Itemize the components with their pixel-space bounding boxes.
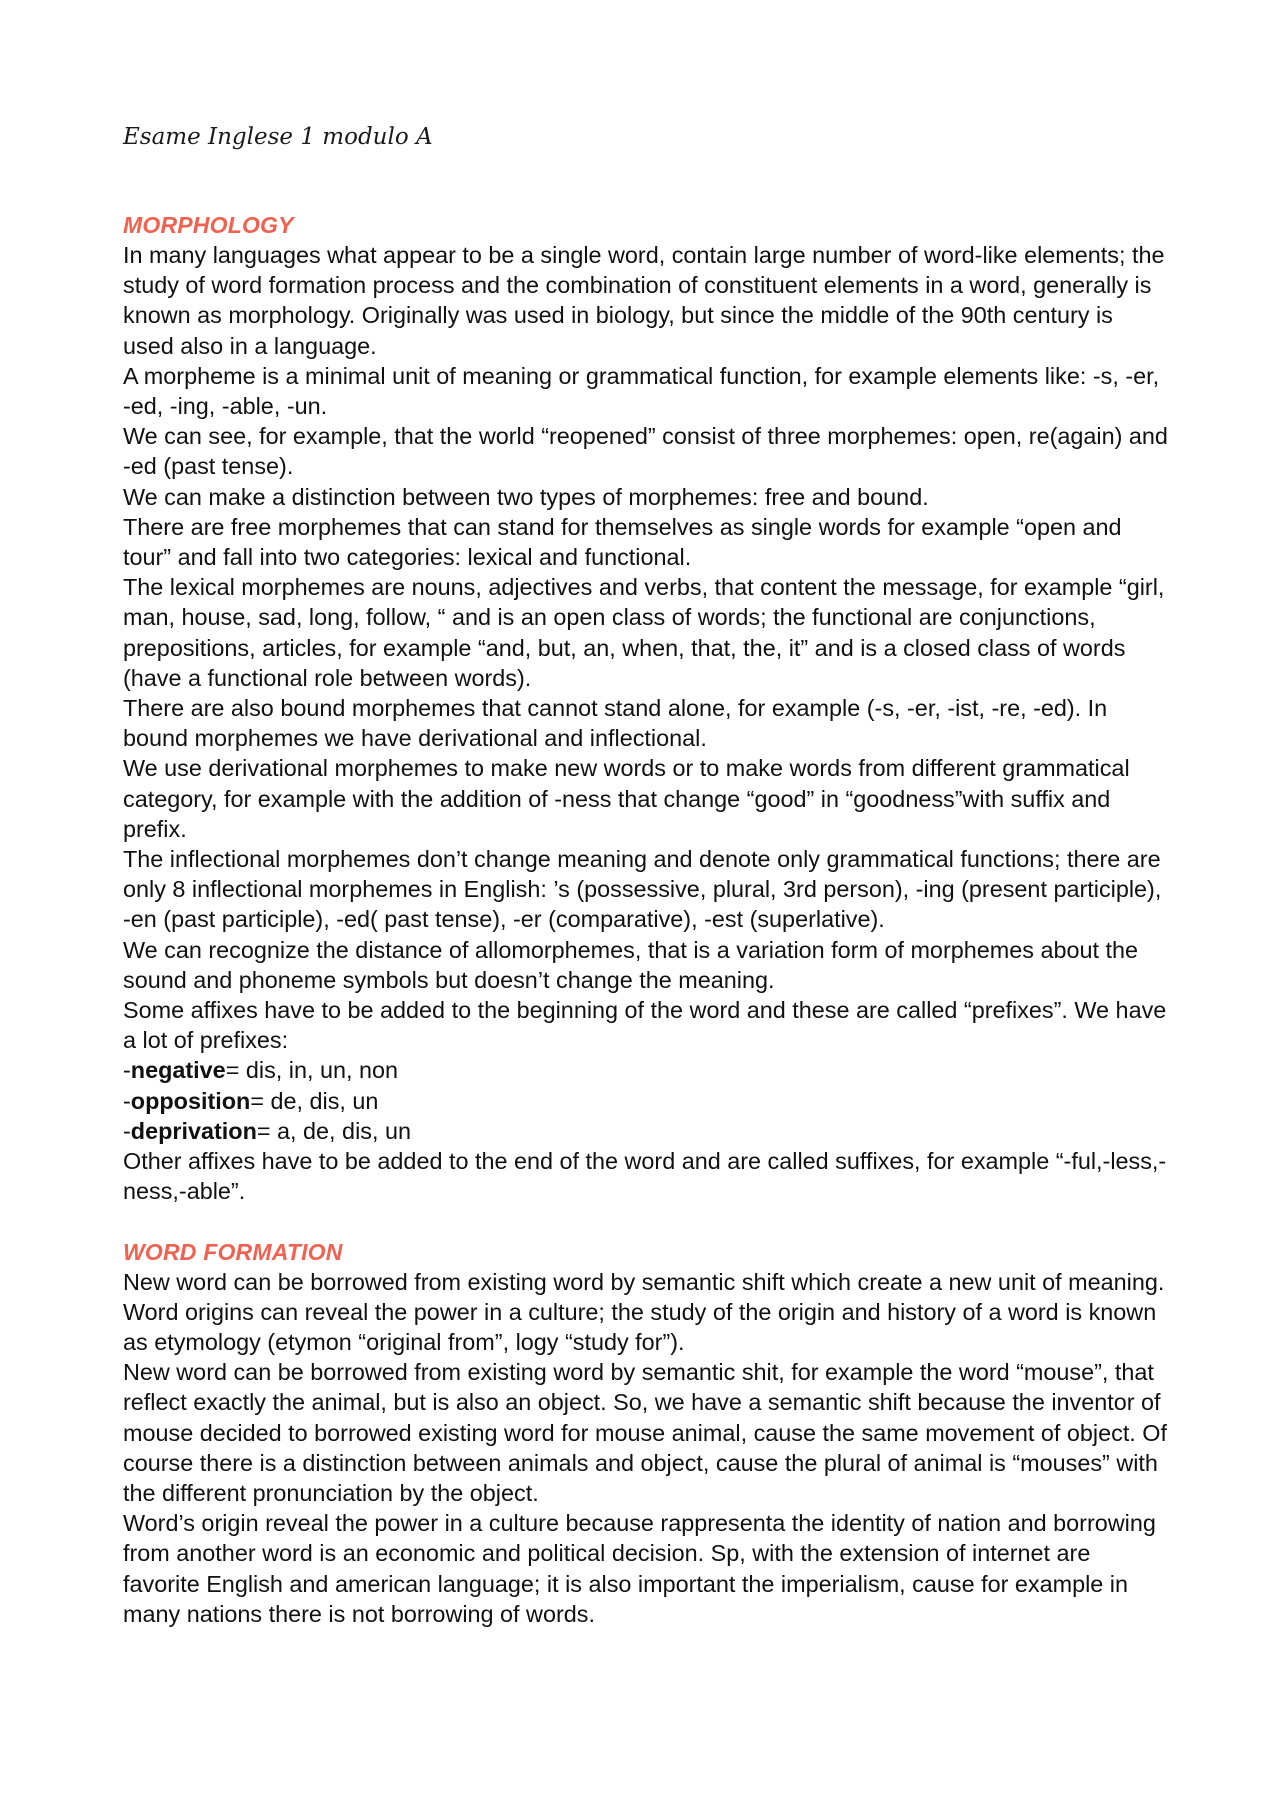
prefix-item-opposition: [123, 1086, 1170, 1116]
section-heading-morphology: MORPHOLOGY: [123, 212, 294, 238]
prefix-dash: -: [123, 1117, 131, 1144]
paragraph: We can see, for example, that the world “reopened” consist of three morphemes: open, re(again) and -ed (past tense).: [123, 423, 1168, 480]
paragraph: Other affixes have to be added to the end of the word and are called suffixes, for example “-ful,-less,-ness,-able”.: [123, 1148, 1167, 1205]
prefix-item-negative: [123, 1055, 1170, 1085]
paragraph: We can make a distinction between two types of morphemes: free and bound.: [123, 483, 929, 510]
paragraph: We use derivational morphemes to make new words or to make words from different grammatical category, for example with the addition of -ness that change “good” in “goodness”with suffix and prefix.: [123, 755, 1130, 842]
prefix-values: = dis, in, un, non: [225, 1057, 399, 1084]
prefix-values: = a, de, dis, un: [256, 1117, 411, 1144]
paragraph: In many languages what appear to be a single word, contain large number of word-like elements; the study of word formation process and the combination of constituent elements in a word, generally is known as morphology. Originally was used in biology, but since the middle of the 90th century is used also in a language.: [123, 242, 1165, 359]
section-spacer: [123, 1207, 1170, 1237]
paragraph: The inflectional morphemes don’t change meaning and denote only grammatical functions; there are only 8 inflectional morphemes in English: ’s (possessive, plural, 3rd person), -ing (present participle), -en (past participle), -ed( past tense), -er (comparative), -est (superlative).: [123, 846, 1162, 933]
section-morphology: [123, 210, 1170, 1207]
paragraph: Some affixes have to be added to the beginning of the word and these are called “prefixes”. We have a lot of prefixes:: [123, 997, 1167, 1054]
paragraph: There are free morphemes that can stand for themselves as single words for example “open and tour” and fall into two categories: lexical and functional.: [123, 513, 1122, 571]
prefix-dash: -: [123, 1087, 131, 1114]
section-heading-word-formation: WORD FORMATION: [123, 1238, 343, 1265]
section-word-formation: [123, 1237, 1170, 1629]
prefix-item-deprivation: [123, 1116, 1170, 1146]
document-title: Esame Inglese 1 modulo A: [123, 124, 433, 150]
paragraph: New word can be borrowed from existing word by semantic shift which create a new unit of meaning. Word origins can reveal the power in a culture; the study of the origin and history of a word is known as etymology (etymon “original from”, logy “study for”).: [123, 1268, 1165, 1355]
paragraph: We can recognize the distance of allomorphemes, that is a variation form of morphemes about the sound and phoneme symbols but doesn’t change the meaning.: [123, 936, 1138, 993]
prefix-term: opposition: [130, 1087, 251, 1114]
paragraph: There are also bound morphemes that cannot stand alone, for example (-s, -er, -ist, -re, -ed). In bound morphemes we have derivational and inflectional.: [123, 695, 1108, 752]
paragraph: The lexical morphemes are nouns, adjectives and verbs, that content the message, for example “girl, man, house, sad, long, follow, “ and is an open class of words; the functional are conjunctions, prepositions, articles, for example “and, but, an, when, that, the, it” and is a closed class of words (have a functional role between words).: [123, 574, 1165, 691]
prefix-values: = de, dis, un: [250, 1087, 379, 1114]
paragraph: Word’s origin reveal the power in a culture because rappresenta the identity of nation and borrowing from another word is an economic and political decision. Sp, with the extension of internet are favorite English and american language; it is also important the imperialism, cause for example in many nations there is not borrowing of words.: [123, 1510, 1156, 1627]
paragraph: A morpheme is a minimal unit of meaning or grammatical function, for example elements like: -s, -er, -ed, -ing, -able, -un.: [123, 362, 1160, 420]
paragraph: New word can be borrowed from existing word by semantic shit, for example the word “mouse”, that reflect exactly the animal, but is also an object. So, we have a semantic shift because the inventor of mouse decided to borrowed existing word for mouse animal, cause the same movement of object. Of course there is a distinction between animals and object, cause the plural of animal is “mouses” with the different pronunciation by the object.: [123, 1359, 1168, 1506]
prefix-term: negative: [130, 1057, 226, 1084]
prefix-term: deprivation: [130, 1117, 257, 1144]
prefix-dash: -: [123, 1057, 131, 1084]
